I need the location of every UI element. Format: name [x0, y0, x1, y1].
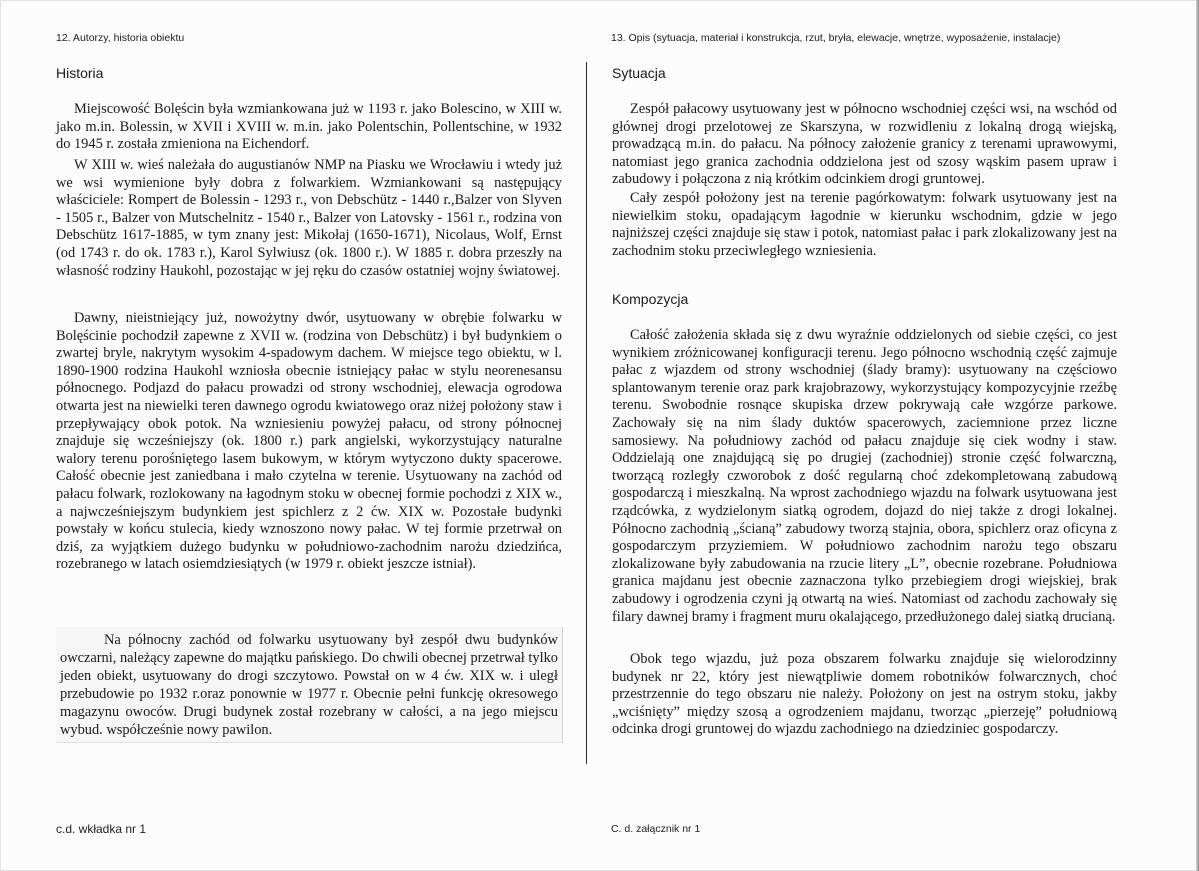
sytuacja-title: Sytuacja: [612, 65, 666, 81]
right-footer: C. d. załącznik nr 1: [611, 823, 701, 835]
column-divider: [586, 62, 587, 764]
left-footer: c.d. wkładka nr 1: [56, 822, 147, 836]
sytuacja-paragraph-1: Zespół pałacowy usytuowany jest w północno wschodniej części wsi, na wschód od głównej drogi przelotowej ze Skarszyna, w rozwidleniu z lokalną drogą wiejską, prowadzącą m.in. do pałacu. Na północy założenie granicy z terenami uprawowymi, natomiast jego granica zachodnia oddzielona jest od szosy wąskim pasem upraw i zabudowy i połączona z nią krótkim odcinkiem drogi gruntowej.: [612, 101, 1117, 188]
historia-paragraph-3: Dawny, nieistniejący już, nowożytny dwór, usytuowany w obrębie folwarku w Bolęścinie pochodził zapewne z XVII w. (rodzina von Debschütz) i był budynkiem o zwartej bryle, nakrytym wysokim 4-spadowym dachem. W miejsce tego obiektu, w l. 1890-1900 rodzina Haukohl wzniosła obecnie istniejący pałac w stylu neorenesansu północnego. Podjazd do pałacu prowadzi od strony wschodniej, elewacja ogrodowa otwarta jest na niewielki teren dawnego ogrodu kwiatowego oraz niżej położony staw i przepływający obok potok. Na wzniesieniu powyżej pałacu, od strony północnej znajduje się wcześniejszy (ok. 1800 r.) park angielski, wykorzystujący naturalne walory terenu porośniętego lasem bukowym, w którym wytyczono dukty spacerowe. Całość obecnie jest zaniedbana i mało czytelna w terenie. Usytuowany na zachód od pałacu folwark, rozlokowany na łagodnym stoku w obecnej formie pochodzi z XIX w., a najwcześniejszym budynkiem jest spichlerz z 2 ćw. XIX w. Pozostałe budynki powstały w końcu stulecia, kiedy wznoszono nowy pałac. W tej formie przetrwał on dziś, za wyjątkiem dużego budynku w południowo-zachodnim narożu dziedzińca, rozebranego w latach osiemdziesiątych (w 1979 r. obiekt jeszcze istniał).: [56, 310, 562, 573]
kompozycja-paragraph-2: Obok tego wjazdu, już poza obszarem folwarku znajduje się wielorodzinny budynek nr 22, który jest niewątpliwie domem robotników folwarcznych, choć przestrzennie do tego obszaru nie należy. Położony on jest na ostrym stoku, jakby „wciśnięty” między szosą a ogrodzeniem majdanu, tworząc „pierzeję” południową odcinka drogi gruntowej do wjazdu zachodniego na dziedziniec gospodarczy.: [612, 651, 1117, 738]
owczarnia-note-text: Na północny zachód od folwarku usytuowany był zespół dwu budynków owczarni, należący zapewne do majątku pańskiego. Do chwili obecnej przetrwał tylko jeden obiekt, usytuowany do drogi szczytowo. Powstał on w 4 ćw. XIX w. i uległ przebudowie po 1932 r.oraz ponownie w 1977 r. Obecnie pełni funkcję okresowego magazynu owoców. Drugi budynek został rozebrany w całości, a na jego miejscu wybud. współcześnie nowy pawilon.: [60, 632, 558, 738]
kompozycja-paragraph-1: Całość założenia składa się z dwu wyraźnie oddzielonych od siebie części, co jest wynikiem zróżnicowanej konfiguracji terenu. Jego północno wschodnią część zajmuje pałac z wjazdem od strony wschodniej (ślady bramy): usytuowany na częściowo splantowanym terenie oraz park krajobrazowy, wykorzystujący kompozycyjnie rzeźbę terenu. Swobodnie rosnące skupiska drzew pokrywają całe wzgórze parkowe. Zachowały się na nim ślady duktów spacerowych, zaciemnione przez liczne samosiewy. Na południowy zachód od pałacu znajduje się ciek wodny i staw. Oddzielają one znajdującą się po drugiej (zachodniej) stronie część folwarczną, tworzącą rozległy czworobok z dość regularną choć zdekompletowaną zabudową gospodarczą i mieszkalną. Na wprost zachodniego wjazdu na folwark usytuowana jest rządcówka, z wydzielonym siatką ogrodem, dojazd do niej także z drogi lokalnej. Północno zachodnią „ścianą” zabudowy tworzą stajnia, obora, spichlerz oraz oficyna z gospodarczym przyziemiem. W południowo zachodnim narożu tego obszaru zlokalizowane były zabudowania na rzucie litery „L”, obecnie rozebrane. Południowa granica majdanu jest obecnie zaznaczona tylko przebiegiem drogi wiejskiej, brak zabudowy i ogrodzenia czyni ją otwartą na wieś. Natomiast od zachodu zachowały się filary dawnej bramy i fragment muru okalającego, przedłużonego dalej siatką drucianą.: [612, 327, 1117, 625]
kompozycja-title: Kompozycja: [612, 291, 689, 307]
historia-paragraph-1: Miejscowość Bolęścin była wzmiankowana już w 1193 r. jako Bolescino, w XIII w. jako m.in. Bolessin, w XVII i XVIII w. m.in. jako Polentschin, Pollentschine, w 1932 do 1945 r. została zmieniona na Eichendorf.: [56, 101, 562, 153]
historia-title: Historia: [56, 65, 104, 81]
historia-paragraph-2: W XIII w. wieś należała do augustianów NMP na Piasku we Wrocławiu i wtedy już we wsi wymienione były dobra z folwarkiem. Wzmiankowani są następujący właściciele: Rompert de Bolessin - 1293 r., von Debschütz - 1440 r.,Balzer von Slyven - 1505 r., Balzer von Mutschelnitz - 1540 r., Balzer von Latovsky - 1561 r., rodzina von Debschütz 1617-1885, w tym znany jest: Mikołaj (1650-1671), Nicolaus, Wolf, Ernst (od 1743 r. do ok. 1783 r.), Karol Sylwiusz (ok. 1800 r.). W 1885 r. dobra przeszły na własność rodziny Haukohl, pozostając w jej ręku do czasów ostatniej wojny światowej.: [56, 157, 562, 279]
owczarnia-note-box: [56, 627, 563, 743]
sytuacja-paragraph-2: Cały zespół położony jest na terenie pagórkowatym: folwark usytuowany jest na niewielkim stoku, opadającym łagodnie w kierunku wschodnim, gdzie w jego najniższej części znajduje się staw i potok, natomiast pałac i park zlokalizowany jest na zachodnim stoku przeciwległego wzniesienia.: [612, 190, 1117, 259]
left-column-header: 12. Autorzy, historia obiektu: [56, 32, 185, 44]
right-column-header: 13. Opis (sytuacja, materiał i konstrukcja, rzut, bryła, elewacje, wnętrze, wyposażenie, instalacje): [611, 32, 1061, 44]
